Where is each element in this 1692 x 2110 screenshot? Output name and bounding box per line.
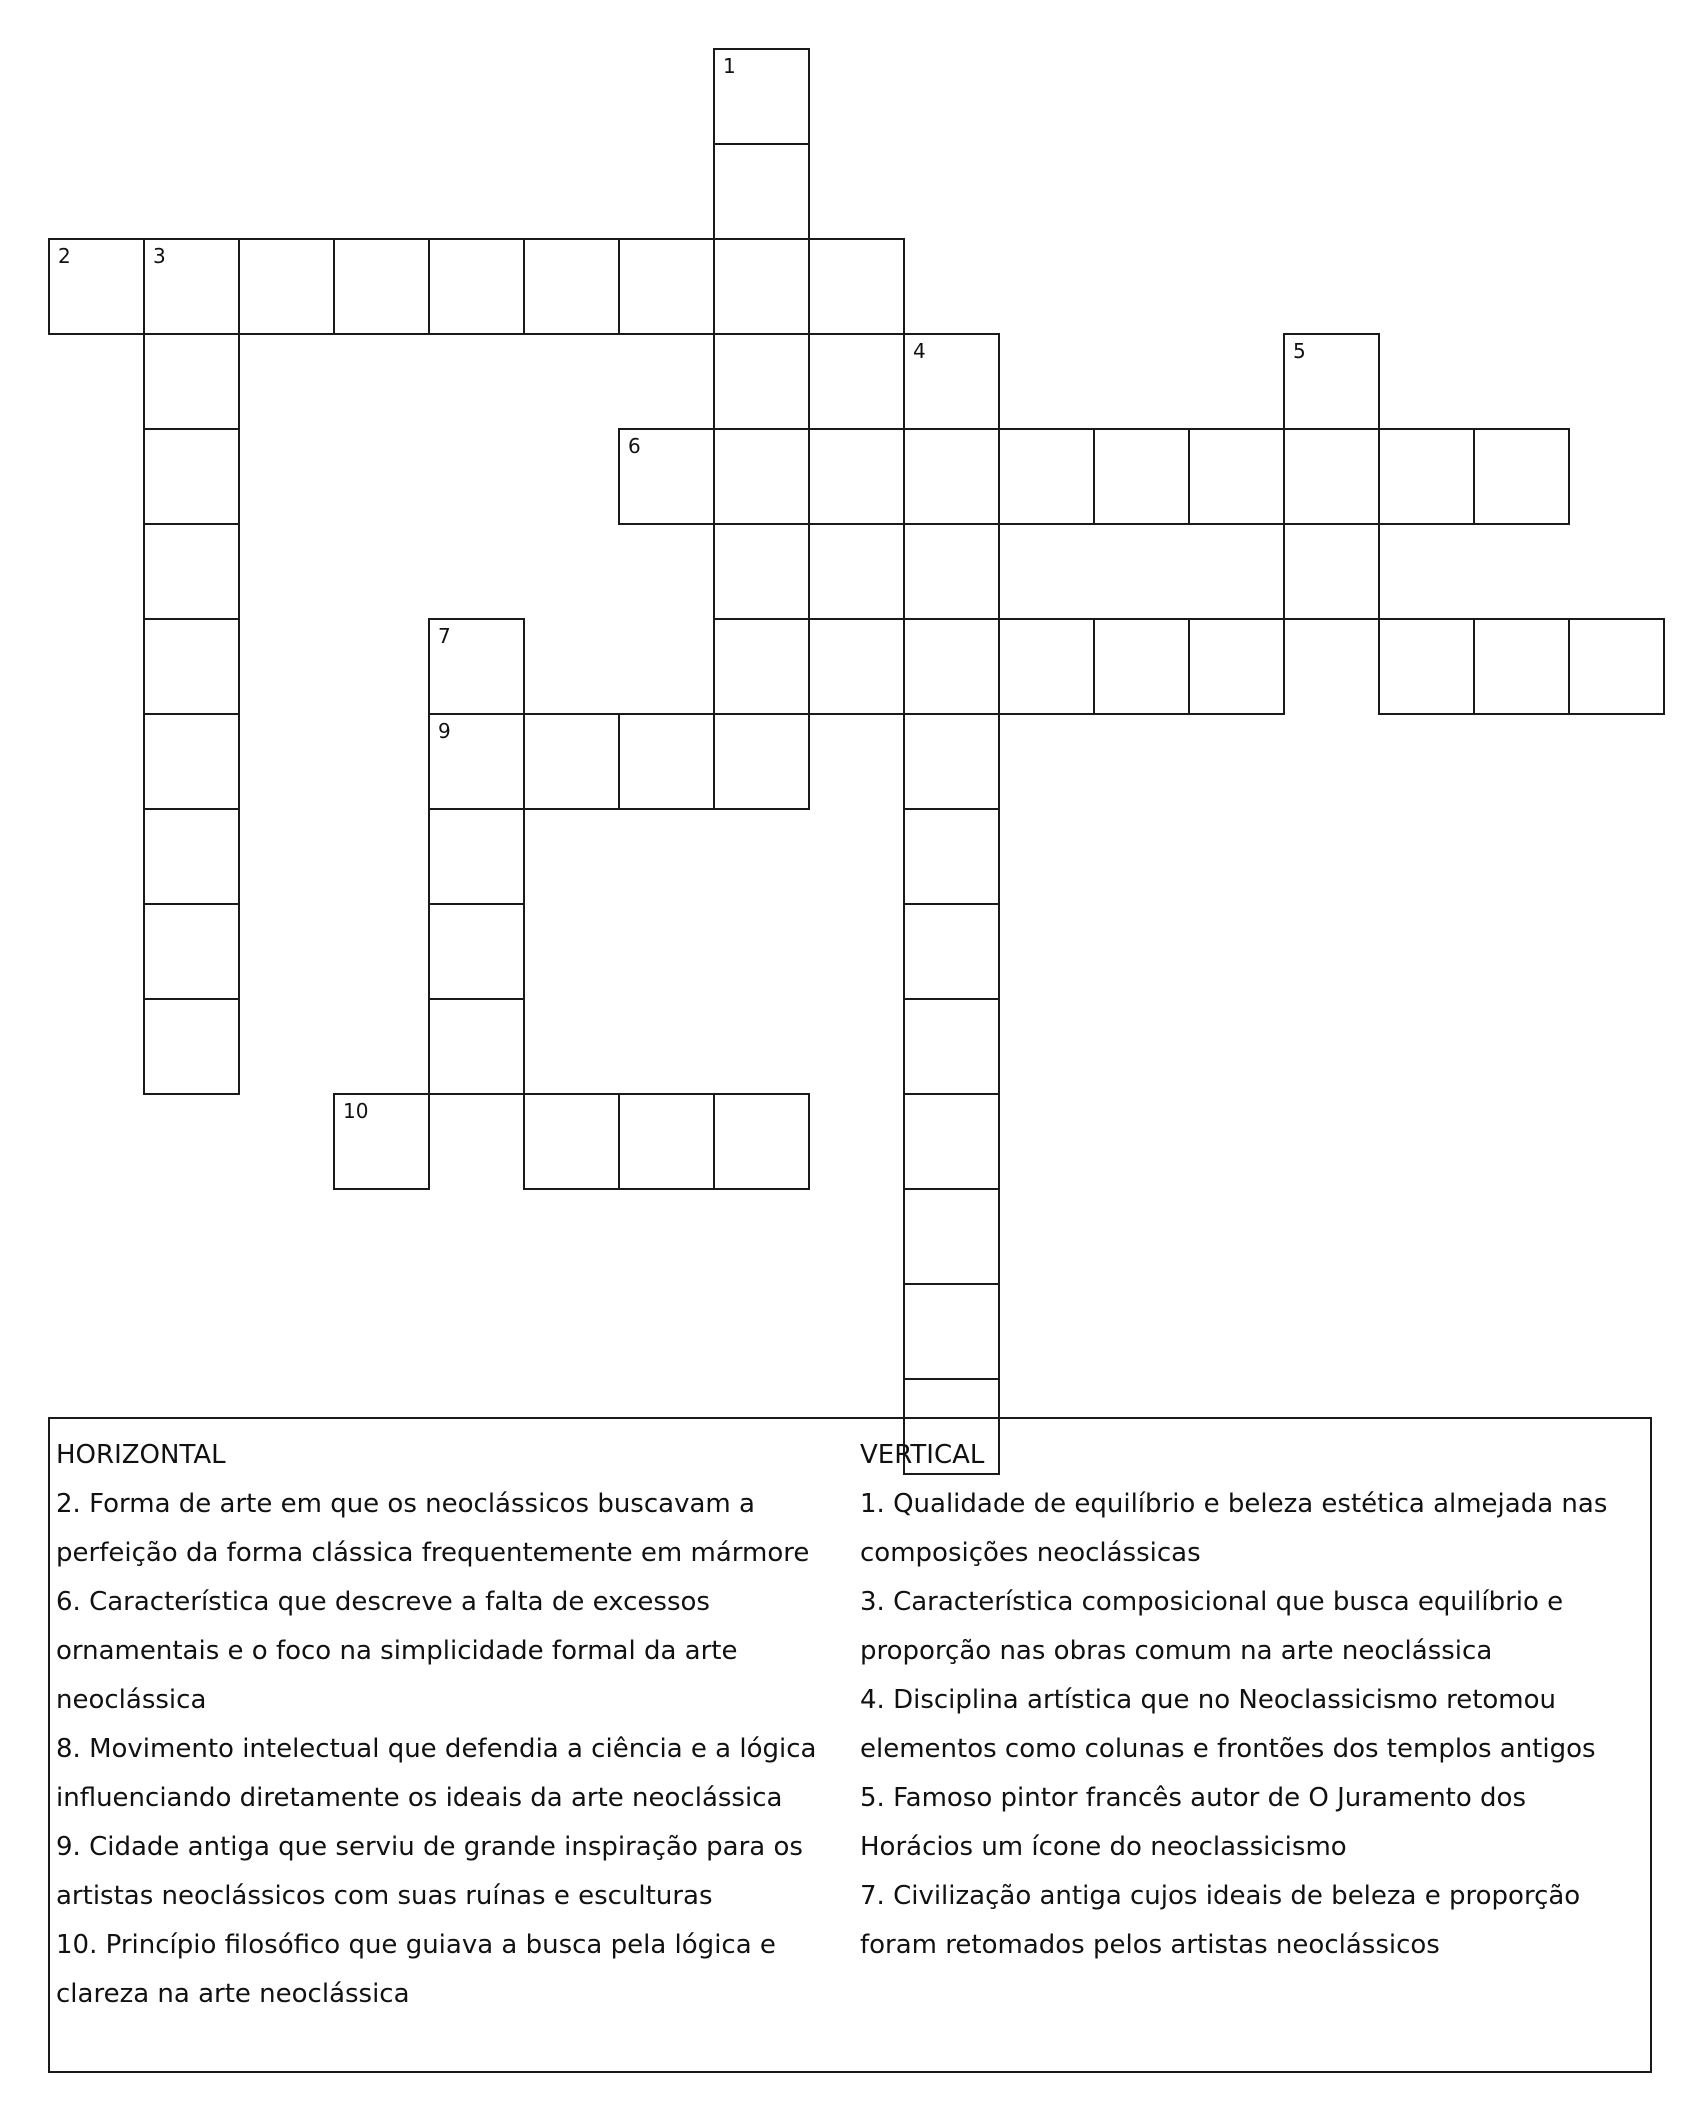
crossword-cell[interactable] bbox=[903, 523, 1000, 620]
crossword-cell[interactable] bbox=[1188, 618, 1285, 715]
clue-number: 2 bbox=[58, 244, 71, 268]
crossword-cell[interactable] bbox=[523, 1093, 620, 1190]
crossword-cell[interactable] bbox=[618, 713, 715, 810]
crossword-cell[interactable] bbox=[143, 998, 240, 1095]
crossword-cell[interactable] bbox=[903, 618, 1000, 715]
crossword-cell[interactable] bbox=[1283, 333, 1380, 430]
crossword-cell[interactable] bbox=[903, 1188, 1000, 1285]
crossword-cell[interactable] bbox=[1283, 523, 1380, 620]
down-heading: VERTICAL bbox=[860, 1440, 985, 1470]
down-clue-line: foram retomados pelos artistas neoclássicos bbox=[860, 1930, 1440, 1960]
crossword-cell[interactable] bbox=[808, 428, 905, 525]
down-clues-column bbox=[860, 1431, 1650, 1970]
crossword-cell[interactable] bbox=[903, 428, 1000, 525]
down-clue-line: Horácios um ícone do neoclassicismo bbox=[860, 1832, 1347, 1862]
crossword-cell[interactable] bbox=[333, 238, 430, 335]
across-clue-line: influenciando diretamente os ideais da arte neoclássica bbox=[56, 1783, 783, 1813]
clue-number: 7 bbox=[438, 624, 451, 648]
crossword-cell[interactable] bbox=[143, 808, 240, 905]
crossword-cell[interactable] bbox=[333, 1093, 430, 1190]
down-clue-line: 7. Civilização antiga cujos ideais de beleza e proporção bbox=[860, 1881, 1581, 1911]
down-clue-line: proporção nas obras comum na arte neoclássica bbox=[860, 1636, 1493, 1666]
down-clue-line: 5. Famoso pintor francês autor de O Juramento dos bbox=[860, 1783, 1526, 1813]
crossword-cell[interactable] bbox=[1283, 428, 1380, 525]
crossword-cell[interactable] bbox=[1473, 428, 1570, 525]
crossword-cell[interactable] bbox=[1568, 618, 1665, 715]
crossword-cell[interactable] bbox=[808, 238, 905, 335]
crossword-cell[interactable] bbox=[428, 713, 525, 810]
across-clue-line: 6. Característica que descreve a falta de excessos bbox=[56, 1587, 710, 1617]
across-clue-line: perfeição da forma clássica frequentemente em mármore bbox=[56, 1538, 810, 1568]
crossword-cell[interactable] bbox=[143, 333, 240, 430]
crossword-cell[interactable] bbox=[903, 1093, 1000, 1190]
clue-box bbox=[48, 1417, 1652, 2073]
crossword-cell[interactable] bbox=[713, 143, 810, 240]
crossword-cell[interactable] bbox=[143, 238, 240, 335]
across-clues-column bbox=[56, 1431, 856, 2019]
crossword-cell[interactable] bbox=[903, 903, 1000, 1000]
crossword-cell[interactable] bbox=[903, 713, 1000, 810]
crossword-cell[interactable] bbox=[618, 238, 715, 335]
down-clue-line: 1. Qualidade de equilíbrio e beleza estética almejada nas bbox=[860, 1489, 1608, 1519]
crossword-cell[interactable] bbox=[808, 523, 905, 620]
crossword-cell[interactable] bbox=[618, 1093, 715, 1190]
crossword-cell[interactable] bbox=[428, 808, 525, 905]
crossword-cell[interactable] bbox=[523, 713, 620, 810]
crossword-cell[interactable] bbox=[1188, 428, 1285, 525]
crossword-cell[interactable] bbox=[713, 1093, 810, 1190]
across-clue-line: 9. Cidade antiga que serviu de grande inspiração para os bbox=[56, 1832, 803, 1862]
down-clue-line: elementos como colunas e frontões dos templos antigos bbox=[860, 1734, 1596, 1764]
crossword-cell[interactable] bbox=[428, 998, 525, 1095]
crossword-cell[interactable] bbox=[713, 238, 810, 335]
clue-number: 1 bbox=[723, 54, 736, 78]
across-clue-line: 8. Movimento intelectual que defendia a ciência e a lógica bbox=[56, 1734, 817, 1764]
crossword-cell[interactable] bbox=[713, 333, 810, 430]
crossword-cell[interactable] bbox=[903, 808, 1000, 905]
crossword-cell[interactable] bbox=[998, 618, 1095, 715]
crossword-cell[interactable] bbox=[143, 618, 240, 715]
crossword-cell[interactable] bbox=[143, 523, 240, 620]
crossword-cell[interactable] bbox=[143, 713, 240, 810]
clue-number: 4 bbox=[913, 339, 926, 363]
crossword-cell[interactable] bbox=[1378, 428, 1475, 525]
crossword-cell[interactable] bbox=[1473, 618, 1570, 715]
across-clue-line: neoclássica bbox=[56, 1685, 207, 1715]
clue-number: 5 bbox=[1293, 339, 1306, 363]
across-heading: HORIZONTAL bbox=[56, 1440, 226, 1470]
across-clue-line: ornamentais e o foco na simplicidade formal da arte bbox=[56, 1636, 738, 1666]
across-clue-line: artistas neoclássicos com suas ruínas e esculturas bbox=[56, 1881, 713, 1911]
crossword-cell[interactable] bbox=[713, 523, 810, 620]
down-clue-line: 3. Característica composicional que busca equilíbrio e bbox=[860, 1587, 1564, 1617]
crossword-cell[interactable] bbox=[903, 333, 1000, 430]
crossword-cell[interactable] bbox=[1093, 618, 1190, 715]
crossword-cell[interactable] bbox=[618, 428, 715, 525]
crossword-cell[interactable] bbox=[428, 238, 525, 335]
across-clue-line: 10. Princípio filosófico que guiava a busca pela lógica e bbox=[56, 1930, 776, 1960]
down-clue-line: composições neoclássicas bbox=[860, 1538, 1201, 1568]
crossword-cell[interactable] bbox=[998, 428, 1095, 525]
crossword-cell[interactable] bbox=[713, 713, 810, 810]
clue-number: 10 bbox=[343, 1099, 369, 1123]
crossword-cell[interactable] bbox=[48, 238, 145, 335]
crossword-cell[interactable] bbox=[903, 998, 1000, 1095]
crossword-cell[interactable] bbox=[808, 618, 905, 715]
clue-number: 9 bbox=[438, 719, 451, 743]
across-clue-line: 2. Forma de arte em que os neoclássicos buscavam a bbox=[56, 1489, 755, 1519]
clue-number: 6 bbox=[628, 434, 641, 458]
crossword-cell[interactable] bbox=[428, 903, 525, 1000]
crossword-cell[interactable] bbox=[713, 618, 810, 715]
crossword-cell[interactable] bbox=[903, 1283, 1000, 1380]
crossword-cell[interactable] bbox=[143, 428, 240, 525]
crossword-cell[interactable] bbox=[238, 238, 335, 335]
crossword-cell[interactable] bbox=[713, 48, 810, 145]
crossword-cell[interactable] bbox=[523, 238, 620, 335]
crossword-cell[interactable] bbox=[428, 618, 525, 715]
crossword-cell[interactable] bbox=[1378, 618, 1475, 715]
crossword-cell[interactable] bbox=[1093, 428, 1190, 525]
crossword-cell[interactable] bbox=[143, 903, 240, 1000]
across-clue-line: clareza na arte neoclássica bbox=[56, 1979, 410, 2009]
clue-number: 3 bbox=[153, 244, 166, 268]
down-clue-line: 4. Disciplina artística que no Neoclassicismo retomou bbox=[860, 1685, 1557, 1715]
crossword-cell[interactable] bbox=[713, 428, 810, 525]
